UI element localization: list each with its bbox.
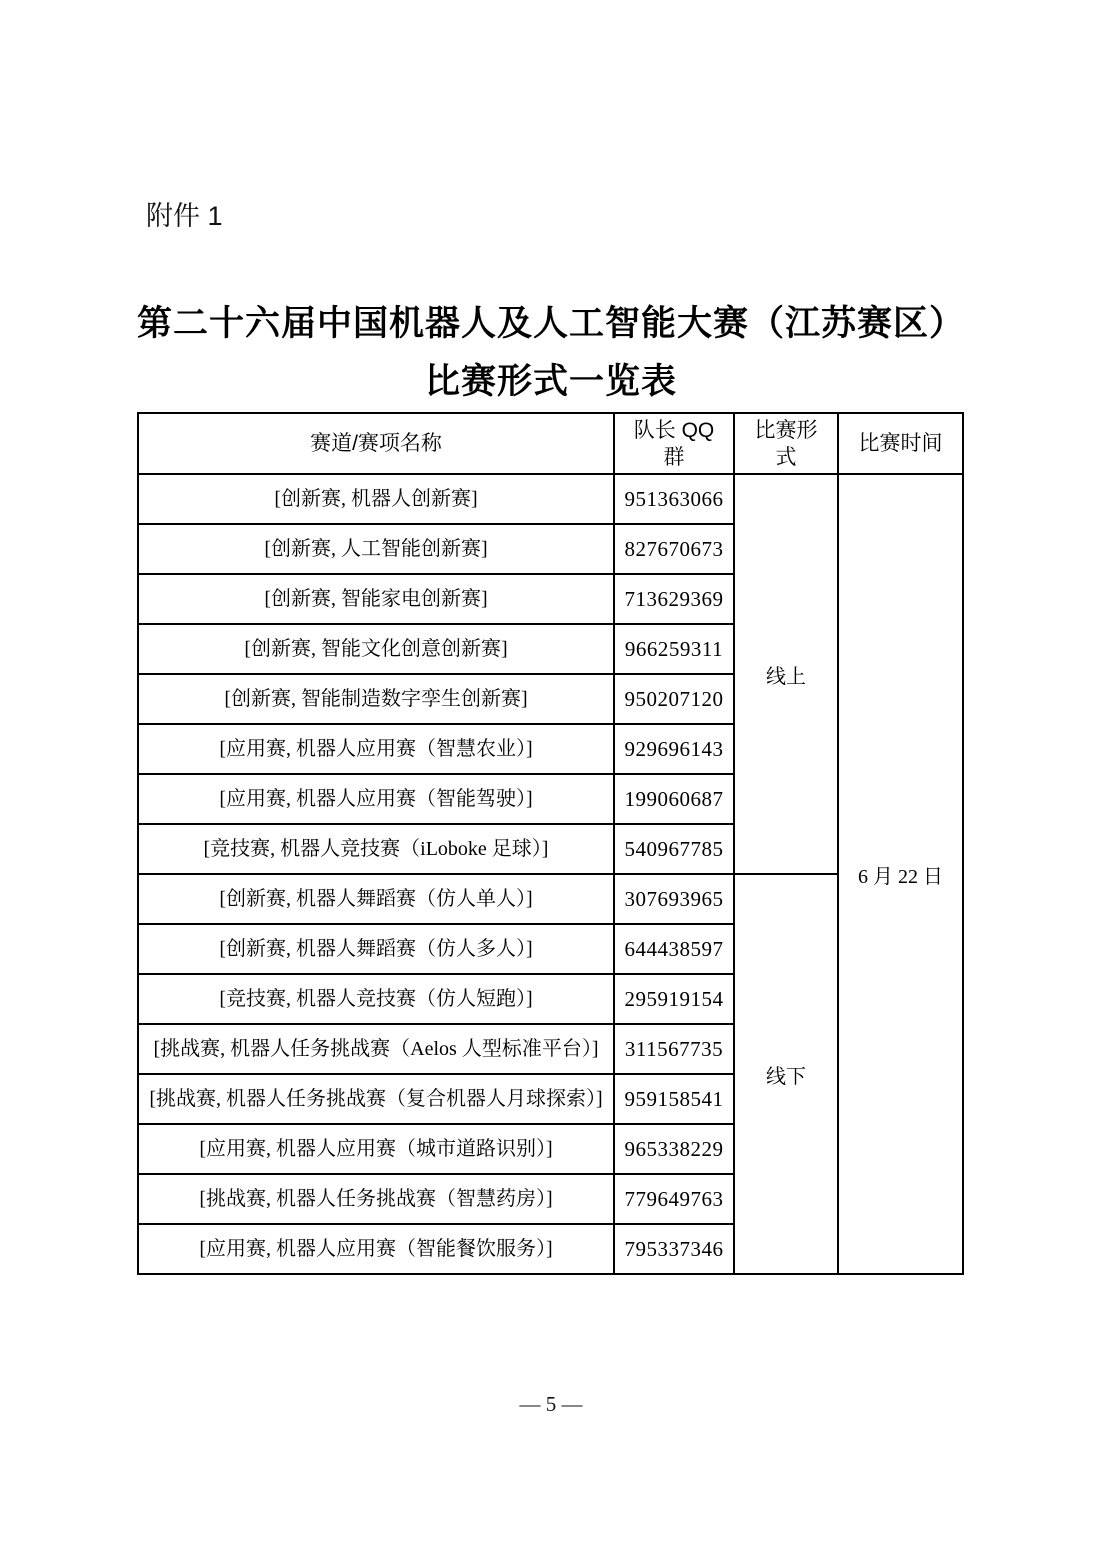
qq-group-cell: 827670673	[614, 524, 734, 574]
qq-group-cell: 965338229	[614, 1124, 734, 1174]
event-name-cell: [创新赛, 机器人舞蹈赛（仿人多人）]	[138, 924, 614, 974]
title-line-2: 比赛形式一览表	[424, 362, 677, 401]
page-number: — 5 —	[519, 1392, 583, 1416]
competition-format-table	[137, 412, 964, 1275]
event-name-cell: [竞技赛, 机器人竞技赛（仿人短跑）]	[138, 974, 614, 1024]
event-name-cell: [挑战赛, 机器人任务挑战赛（复合机器人月球探索）]	[138, 1074, 614, 1124]
header-competition-format	[734, 413, 838, 474]
event-name-cell: [应用赛, 机器人应用赛（城市道路识别）]	[138, 1124, 614, 1174]
qq-group-cell: 199060687	[614, 774, 734, 824]
event-name-cell: [创新赛, 人工智能创新赛]	[138, 524, 614, 574]
qq-group-cell: 959158541	[614, 1074, 734, 1124]
header-event-name: 赛道/赛项名称	[138, 413, 614, 474]
page-title	[0, 295, 1102, 411]
event-name-cell: [竞技赛, 机器人竞技赛（iLoboke 足球）]	[138, 824, 614, 874]
event-name-cell: [创新赛, 智能文化创意创新赛]	[138, 624, 614, 674]
qq-group-cell: 540967785	[614, 824, 734, 874]
header-competition-time: 比赛时间	[838, 413, 963, 474]
event-name-cell: [挑战赛, 机器人任务挑战赛（智慧药房）]	[138, 1174, 614, 1224]
event-name-cell: [应用赛, 机器人应用赛（智能驾驶）]	[138, 774, 614, 824]
qq-group-cell: 311567735	[614, 1024, 734, 1074]
event-name-cell: [创新赛, 智能家电创新赛]	[138, 574, 614, 624]
event-name-cell: [创新赛, 智能制造数字孪生创新赛]	[138, 674, 614, 724]
event-name-cell: [创新赛, 机器人创新赛]	[138, 474, 614, 524]
header-captain-qq-group	[614, 413, 734, 474]
table-row-online-1	[138, 474, 963, 524]
format-offline-cell: 线下	[734, 874, 838, 1274]
qq-group-cell: 966259311	[614, 624, 734, 674]
event-name-cell: [应用赛, 机器人应用赛（智能餐饮服务）]	[138, 1224, 614, 1274]
title-line-1: 第二十六届中国机器人及人工智能大赛（江苏赛区）	[136, 304, 965, 343]
qq-group-cell: 929696143	[614, 724, 734, 774]
attachment-label: 附件 1	[146, 201, 223, 231]
qq-group-cell: 779649763	[614, 1174, 734, 1224]
qq-group-cell: 951363066	[614, 474, 734, 524]
header-captain-qq-line2: 群	[663, 445, 685, 469]
competition-date-cell: 6 月 22 日	[838, 474, 963, 1274]
header-captain-qq-line1: 队长 QQ	[633, 418, 715, 442]
event-name-cell: [挑战赛, 机器人任务挑战赛（Aelos 人型标准平台）]	[138, 1024, 614, 1074]
table-header-row	[138, 413, 963, 474]
header-competition-format-line2: 式	[775, 445, 797, 469]
qq-group-cell: 644438597	[614, 924, 734, 974]
qq-group-cell: 950207120	[614, 674, 734, 724]
qq-group-cell: 295919154	[614, 974, 734, 1024]
format-online-cell: 线上	[734, 474, 838, 874]
qq-group-cell: 795337346	[614, 1224, 734, 1274]
header-competition-format-line1: 比赛形	[754, 418, 818, 442]
event-name-cell: [应用赛, 机器人应用赛（智慧农业）]	[138, 724, 614, 774]
event-name-cell: [创新赛, 机器人舞蹈赛（仿人单人）]	[138, 874, 614, 924]
qq-group-cell: 307693965	[614, 874, 734, 924]
qq-group-cell: 713629369	[614, 574, 734, 624]
